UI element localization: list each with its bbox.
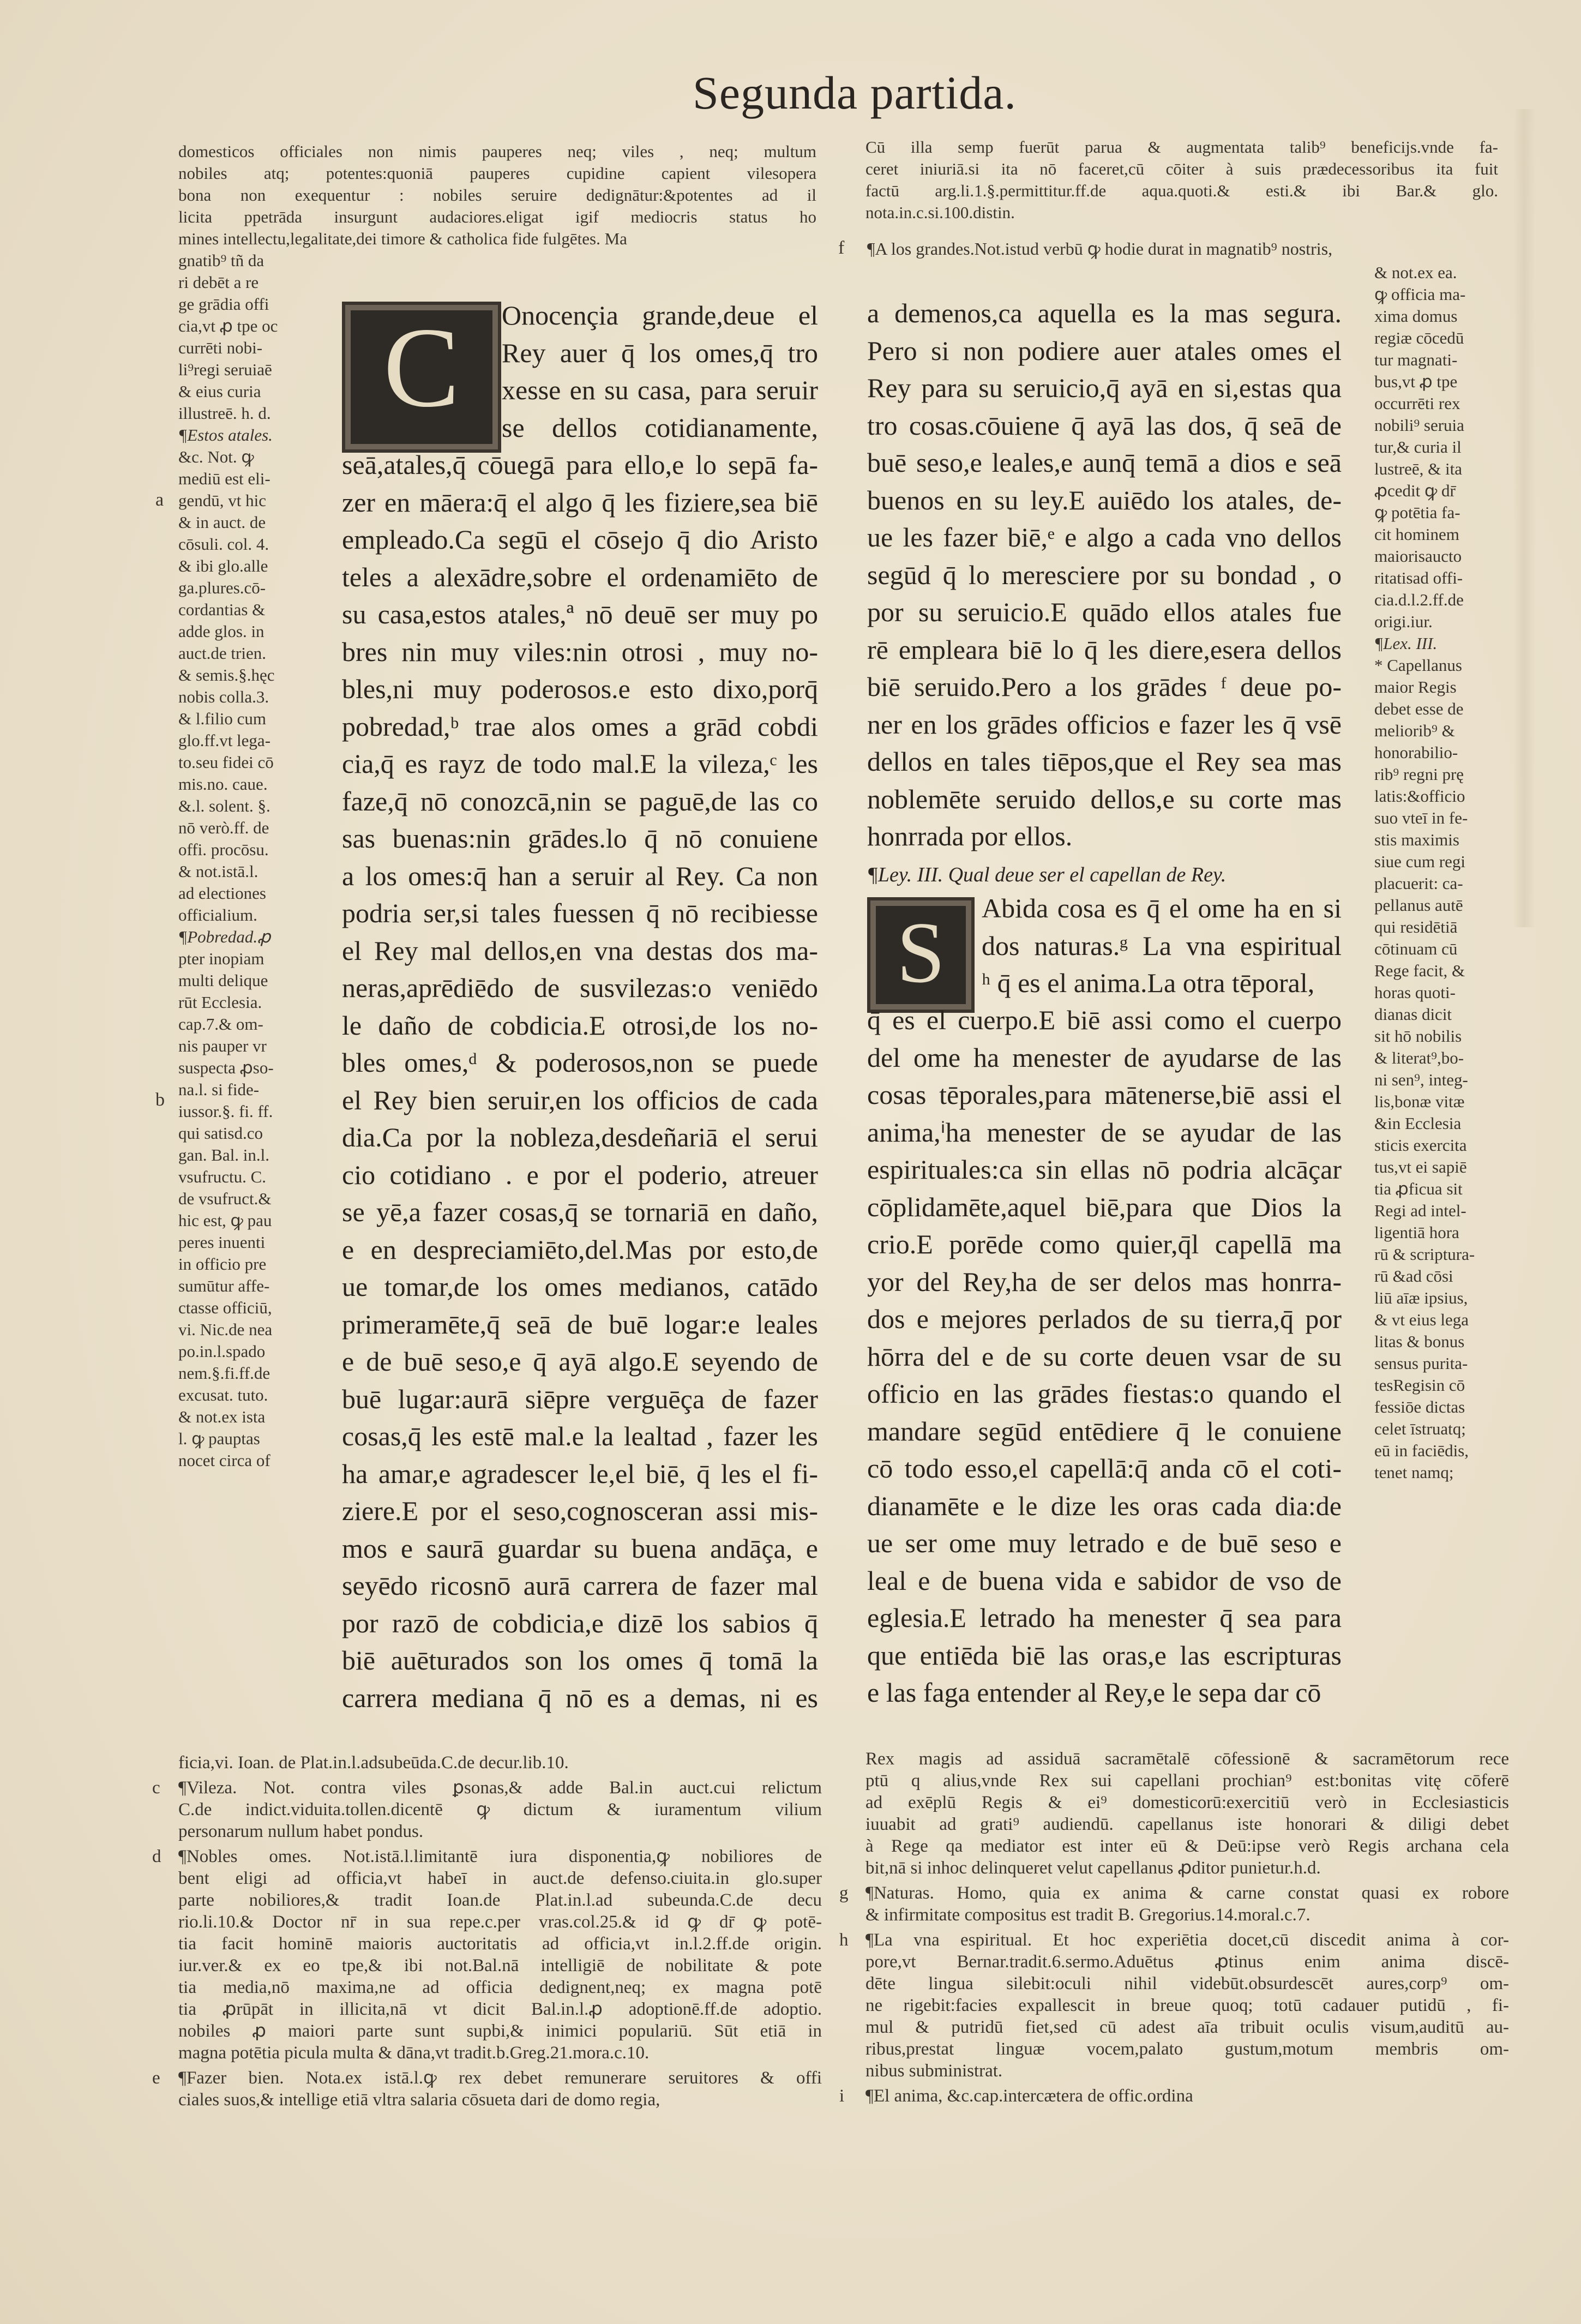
gloss-line: meliorib⁹ & [1374, 721, 1455, 740]
text-line: dia.Ca por la nobleza,desdeñariā el serui [342, 1122, 818, 1152]
gloss-line: sensus purita- [1374, 1354, 1468, 1373]
gloss-line: rū &ad cōsi [1374, 1266, 1453, 1286]
note-line: ¶Vileza. Not. contra viles ꝑsonas,& adde Bal.in auct.cui relictum [178, 1778, 822, 1798]
gloss-line: hic est, ꝙ pau [178, 1211, 272, 1230]
text-line: biē auēturados son los omes q̄ tomā la [342, 1645, 818, 1676]
gloss-line: na.l. si fide- [178, 1080, 260, 1099]
text-line: dos naturas.ᵍ La vna espiritual [982, 930, 1342, 961]
gloss-line: ¶Pobredad.ꝓ [178, 927, 271, 946]
gloss-line: adde glos. in [178, 622, 264, 641]
gloss-line: cōsuli. col. 4. [178, 535, 269, 554]
gloss-line: gnatib⁹ tñ da [178, 251, 264, 270]
gloss-line: sticis exercita [1374, 1136, 1467, 1155]
note-letter: g [839, 1883, 849, 1903]
text-line: tro cosas.cōuiene q̄ ayā las dos, q̄ seā de [867, 410, 1342, 441]
text-line: ue ser ome muy letrado e de buē seso e [867, 1528, 1342, 1558]
gloss-line: bus,vt ꝓ tpe [1374, 372, 1458, 391]
note-line: ¶Nobles omes. Not.istā.l.limitantē iura disponentia,ꝙ nobiliores de [178, 1847, 822, 1866]
decorated-initial-c: C [342, 302, 501, 453]
note-line: bit,nā si inhoc delinqueret velut capellanus ꝓditor punietur.h.d. [865, 1858, 1321, 1878]
note-letter: h [839, 1930, 849, 1950]
text-line: que entiēda biē las oras,e las escripturas [867, 1640, 1342, 1671]
gloss-line: & not.ex ista [178, 1407, 266, 1426]
text-line: cia,q̄ es rayz de todo mal.E la vileza,ᶜ les [342, 748, 818, 779]
text-line: Abida cosa es q̄ el ome ha en si [982, 893, 1342, 923]
running-head: Segunda partida. [693, 67, 1017, 119]
gloss-line: multi delique [178, 971, 268, 990]
note-letter-f: f [838, 238, 845, 258]
note-line: bent eligi ad officia,vt habeī in auct.de defenso.ciuita.in glo.super [178, 1869, 822, 1888]
gloss-line: tur magnati- [1374, 350, 1458, 369]
text-line: por razō de cobdicia,e dizē los sabios q̄ [342, 1607, 818, 1638]
text-line: buē lugar:aurā siēpre verguēça de fazer [342, 1383, 818, 1414]
text-line: ziere.E por el seso,cognosceran assi mis- [342, 1496, 818, 1526]
footnote [839, 1929, 1509, 2082]
note-line: ptū q alius,vnde Rex sui capellani prochian⁹ est:bonitas vitę cōferē [865, 1771, 1509, 1791]
text-line: bles omes,ᵈ & poderosos,non se puede [342, 1047, 818, 1078]
text-line: mandare segūd entēdiere q̄ le conuiene [867, 1415, 1342, 1446]
gloss-line: cia,vt ꝓ tpe oc [178, 316, 278, 335]
gloss-line: & literat⁹,bo- [1374, 1048, 1464, 1067]
text-line: anima,ⁱha menester de se ayudar de las [867, 1116, 1342, 1148]
note-letter: c [152, 1778, 160, 1798]
text-line: xesse en su casa, para seruir [502, 375, 818, 405]
gloss-line: ꝙ potētia fa- [1374, 503, 1460, 522]
text-line: primeramēte,q̄ seā de buē logar:e leales [342, 1308, 818, 1340]
gloss-line: rū & scriptura- [1374, 1245, 1475, 1264]
paper-stain [1513, 109, 1535, 927]
column-2-text-beside-initial [982, 890, 1342, 1002]
note-line: à Rege qa mediator est inter eū & Deū:ipse verò Regis archana cela [865, 1836, 1509, 1856]
gloss-line: xima domus [1374, 307, 1458, 326]
text-line: ner en los grādes officios e fazer les q̄ vsē [867, 708, 1342, 740]
text-line: ue les fazer biē,ᵉ e algo a cada vno dellos [867, 522, 1342, 553]
bottom-right-notes [839, 1748, 1509, 2110]
note-line: ¶Fazer bien. Nota.ex istā.l.ꝙ rex debet remunerare seruitores & offi [178, 2068, 822, 2088]
gloss-line: domesticos officiales non nimis pauperes neq; viles , neq; multum [178, 142, 816, 161]
text-line: buē seso,e leales,e aunq̄ temā a dios e seā [867, 447, 1342, 478]
decorated-initial-s: S [867, 897, 975, 1013]
footnote [178, 1752, 822, 1774]
text-line: bles,ni muy poderosos.e esto dixo,porq̄ [342, 674, 818, 704]
text-line: officio en las grādes fiestas:o quando el [867, 1378, 1342, 1409]
text-line: biē seruido.Pero a los grādes ᶠ deue po- [867, 671, 1342, 702]
gloss-line: ctasse officiū, [178, 1298, 272, 1317]
note-line: C.de indict.viduita.tollen.dicentē ꝙ dictum & iuramentum vilium [178, 1800, 822, 1819]
gloss-line: ligentiā hora [1374, 1223, 1459, 1242]
gloss-line: nis pauper vr [178, 1036, 267, 1055]
gloss-line: cap.7.& om- [178, 1014, 263, 1034]
gloss-line: pellanus autē [1374, 896, 1463, 915]
gloss-line: & semis.§.hęc [178, 665, 275, 684]
gloss-line: bona non exequentur : nobiles seruire dedignātur:&potentes ad il [178, 185, 816, 205]
gloss-line: nobiles atq; potentes:quoniā pauperes cupidine capient vilesopera [178, 164, 816, 183]
gloss-line: cordantias & [178, 600, 266, 619]
text-line: podria ser,si tales fuessen q̄ nō recibiesse [342, 898, 818, 928]
note-line: personarum nullum habet pondus. [178, 1822, 424, 1841]
note-line: Rex magis ad assiduā sacramētalē cōfessionē & sacramētorum rece [865, 1749, 1509, 1769]
note-letter: e [152, 2068, 160, 2088]
text-line: pobredad,ᵇ trae alos omes a grād cobdi [342, 711, 818, 742]
text-line: dellos en tales tiēpos,que el Rey sea mas [867, 746, 1342, 777]
text-line: faze,q̄ nō conozcā,nin se paguē,de las co [342, 785, 818, 816]
gloss-line: ge grādia offi [178, 295, 269, 314]
gloss-line: placuerit: ca- [1374, 874, 1463, 893]
left-gloss-column [178, 250, 323, 1472]
gloss-line: & eius curia [178, 382, 261, 401]
footnote [152, 1846, 822, 2064]
text-line: sas buenas:nin grādes.lo q̄ nō conuiene [342, 823, 818, 854]
text-line: cio cotidiano . e por el poderio, atreuer [342, 1159, 818, 1190]
text-line: cōplidamēte,aquel biē,para que Dios la [867, 1191, 1342, 1222]
text-line: del ome ha menester de ayudarse de las [867, 1042, 1342, 1073]
gloss-line: regiæ cōcedū [1374, 328, 1464, 347]
gloss-line: tus,vt ei sapiē [1374, 1157, 1467, 1176]
gloss-line: & in auct. de [178, 513, 266, 532]
footnote [152, 2067, 822, 2111]
gloss-line: dianas dicit [1374, 1005, 1452, 1024]
text-line: el Rey bien seruir,en los officios de cada [342, 1084, 818, 1115]
gloss-line: qui satisd.co [178, 1124, 263, 1143]
note-line: ¶El anima, &c.cap.intercætera de offic.ordina [865, 2086, 1193, 2106]
text-line: a los omes:q̄ han a seruir al Rey. Ca non [342, 860, 818, 891]
gloss-line: vsufructu. C. [178, 1167, 267, 1186]
gloss-line: maior Regis [1374, 677, 1457, 696]
gloss-line: liū aīæ ipsius, [1374, 1288, 1468, 1307]
note-line: rio.li.10.& Doctor nr̄ in sua repe.c.per vras.col.25.& id ꝙ dr̄ ꝙ potē- [178, 1912, 822, 1932]
text-line: eglesia.E letrado ha menester q̄ sea para [867, 1602, 1342, 1633]
note-letter: i [839, 2086, 845, 2106]
gloss-line: cit hominem [1374, 525, 1459, 544]
note-line: dēte lingua silebit:oculi nihil videbūt.obsurdescēt aures,corp⁹ om- [865, 1974, 1509, 1993]
note-f-line: ¶A los grandes.Not.istud verbū ꝙ hodie durat in magnatib⁹ nostris, [867, 239, 1333, 259]
gloss-line: excusat. tuto. [178, 1385, 268, 1404]
column-2-text-a [867, 295, 1342, 855]
text-line: noblemēte seruido dellos,e su corte mas [867, 783, 1342, 814]
text-line: espirituales:ca sin ellas nō podria alcāçar [867, 1154, 1342, 1185]
gloss-line: factū arg.li.1.§.permittitur.ff.de aqua.quoti.& esti.& ibi Bar.& glo. [865, 181, 1498, 200]
gloss-line: debet esse de [1374, 699, 1464, 718]
text-line: se yē,a fazer cosas,q̄ se tornariā en daño, [342, 1197, 818, 1227]
gloss-line: & l.filio cum [178, 709, 267, 728]
gloss-line: l. ꝙ pauptas [178, 1429, 260, 1448]
text-line: teles a alexādre,sobre el ordenamiēto de [342, 561, 818, 592]
column-2-text-b [867, 1001, 1342, 1712]
gloss-line: ꝙ officia ma- [1374, 285, 1466, 304]
gloss-line: illustreē. h. d. [178, 404, 271, 423]
gloss-line: officialium. [178, 905, 257, 924]
text-line: crio.E porēde como quier,q̄l capellā ma [867, 1229, 1342, 1259]
text-line: ue tomar,de los omes medianos, catādo [342, 1271, 818, 1302]
gloss-line: suspecta ꝓso- [178, 1058, 274, 1077]
text-line: su casa,estos atales,ª nō deuē ser muy po [342, 599, 818, 629]
text-line: se dellos cotidianamente, [502, 412, 818, 443]
right-gloss-column [1374, 262, 1513, 1484]
gloss-line: lustreē, & ita [1374, 459, 1462, 478]
note-line: tia ꝓrūpāt in illicita,nā vt dicit Bal.in.l.ꝓ adoptionē.ff.de adoptio. [178, 1999, 822, 2019]
gloss-line: pter inopiam [178, 949, 264, 968]
gloss-line: ni sen⁹, integ- [1374, 1070, 1468, 1089]
gloss-line: maiorisaucto [1374, 547, 1462, 566]
note-line: ¶La vna espiritual. Et hoc experiētia docet,cū discedit anima à cor- [865, 1930, 1509, 1950]
text-line: le daño de cobdicia.E otrosi,de los no- [342, 1010, 818, 1041]
gloss-line: * Capellanus [1374, 656, 1462, 675]
text-line: neras,aprēdiēdo de susvilezas:o veniēdo [342, 972, 818, 1003]
top-gloss-left [178, 141, 816, 250]
note-line: & infirmitate compositus est tradit B. Gregorius.14.moral.c.7. [865, 1905, 1311, 1925]
gloss-line: nocet circa of [178, 1451, 270, 1470]
law-heading: ¶Ley. III. Qual deue ser el capellan de Rey. [867, 863, 1227, 886]
text-line: Onocençia grande,deue el [502, 300, 818, 331]
text-line: ha amar,e agradescer le,el biē, q̄ les el fi- [342, 1458, 818, 1489]
gloss-line: rib⁹ regni prę [1374, 765, 1464, 784]
gloss-line: currēti nobi- [178, 338, 263, 357]
text-line: hōrra del e de su corte deuen vsar de su [867, 1341, 1342, 1372]
text-line: leal e de buena vida e sabidor de vso de [867, 1565, 1342, 1596]
gloss-line: & not.ex ea. [1374, 263, 1457, 282]
gloss-line: qui residētiā [1374, 917, 1458, 936]
note-letter: d [152, 1847, 161, 1866]
gloss-line: ga.plures.cō- [178, 578, 266, 597]
text-line: zer en māera:q̄ el algo q̄ les fiziere,sea biē [342, 487, 818, 518]
note-line: nibus subministrat. [865, 2061, 1003, 2081]
text-line: segūd q̄ lo meresciere por su bondad , o [867, 559, 1342, 590]
note-line: ¶Naturas. Homo, quia ex anima & carne constat quasi ex robore [865, 1883, 1509, 1903]
gloss-line: rūt Ecclesia. [178, 993, 262, 1012]
note-line: tia media,nō maxima,ne ad officia dedignent,neq; ex magna potē [178, 1978, 822, 1997]
text-line: dos e mejores perlados de su tierra,q̄ por [867, 1304, 1342, 1334]
gloss-line: iussor.§. fi. ff. [178, 1102, 273, 1121]
text-line: empleado.Ca segū el cōsejo q̄ dio Aristo [342, 524, 818, 555]
note-line: pore,vt Bernar.tradit.6.sermo.Aduētus ꝓtinus enim anima discē- [865, 1952, 1509, 1972]
gloss-line: in officio pre [178, 1254, 267, 1274]
text-line: e las faga entender al Rey,e le sepa dar cō [867, 1677, 1321, 1708]
column-1-text [342, 446, 818, 1716]
gloss-line: cia.d.l.2.ff.de [1374, 590, 1464, 609]
note-line: nobiles ꝓ maiori parte sunt supbi,& inimici populariū. Sūt etiā in [178, 2021, 822, 2041]
gloss-line: mediū est eli- [178, 469, 270, 488]
text-line: q̄ es el cuerpo.E biē assi como el cuerpo [867, 1005, 1342, 1035]
gloss-line: glo.ff.vt lega- [178, 731, 271, 750]
gloss-line: &.l. solent. §. [178, 796, 270, 815]
gloss-line: mines intellectu,legalitate,dei timore & catholica fide fulgētes. Ma [178, 229, 627, 248]
gloss-line: Regi ad intel- [1374, 1201, 1466, 1220]
gloss-line: &c. Not. ꝙ [178, 447, 254, 466]
gloss-line: nem.§.fi.ff.de [178, 1364, 270, 1383]
text-line: mos e saurā guardar su buena andāça, e [342, 1533, 818, 1564]
text-line: por su seruicio.E quādo ellos atales fue [867, 597, 1342, 627]
text-line: e en despreciamiēto,del.Mas por esto,de [342, 1234, 818, 1265]
gloss-line: occurrēti rex [1374, 394, 1460, 413]
gloss-line: stis maximis [1374, 830, 1459, 849]
text-line: Pero si non podiere auer atales omes el [867, 335, 1342, 366]
gloss-line: auct.de trien. [178, 644, 266, 663]
gloss-line: tenet namq; [1374, 1463, 1454, 1482]
gloss-line: fessiōe dictas [1374, 1397, 1465, 1416]
gloss-line: honorabilio- [1374, 743, 1458, 762]
gloss-line: &in Ecclesia [1374, 1114, 1462, 1133]
text-line: dianamēte e le dize les oras cada dia:de [867, 1490, 1342, 1521]
text-line: rē empleara biē lo q̄ les diere,esera dellos [867, 634, 1342, 665]
note-line: iuuabit ad grati⁹ audiendū. capellanus iste honorari & diligi debet [865, 1815, 1509, 1834]
gloss-line: sit hō nobilis [1374, 1026, 1462, 1046]
gloss-line: po.in.l.spado [178, 1342, 266, 1361]
text-line: seā,atales,q̄ cōuegā para ello,e lo sepā fa- [342, 449, 818, 480]
text-line: yor del Rey,ha de ser delos mas honrra- [867, 1266, 1342, 1297]
text-line: cosas,q̄ les estē mal.e la lealtad , fazer les [342, 1421, 818, 1451]
bottom-left-notes [152, 1752, 822, 2114]
gloss-line: nō verò.ff. de [178, 818, 269, 837]
note-line: ad exēplū Regis & ei⁹ domesticorū:exercitiū verò in Ecclesiasticis [865, 1793, 1509, 1812]
text-line: cosas tēporales,para mātenerse,biē assi el [867, 1079, 1342, 1110]
gloss-line: ritatisad offi- [1374, 568, 1463, 587]
gloss-line: nobis colla.3. [178, 687, 269, 706]
text-line: ʰ q̄ es el anima.La otra tēporal, [982, 968, 1315, 998]
gloss-line: horas quoti- [1374, 983, 1456, 1002]
gloss-line: lis,bonæ vitæ [1374, 1092, 1465, 1111]
gloss-line: latis:&officio [1374, 786, 1465, 806]
text-line: buenos en su ley.E auiēdo los atales, de- [867, 484, 1342, 515]
gloss-line: nobili⁹ seruia [1374, 416, 1464, 435]
gloss-line: celet īstruatq; [1374, 1419, 1466, 1438]
gloss-line: peres inuenti [178, 1233, 266, 1252]
gloss-line: cōtinuam cū [1374, 939, 1458, 958]
gloss-line: ¶Lex. III. [1374, 634, 1438, 653]
text-line: seyēdo ricosnō aurā carrera de fazer mal [342, 1570, 818, 1601]
footnote [152, 1777, 822, 1842]
note-line: mul & putridū fiet,sed cū adest aīa tribuit oculis visum,auditū au- [865, 2017, 1509, 2037]
note-line: parte nobiliores,& tradit Ioan.de Plat.in.l.ad subeunda.C.de decu [178, 1890, 822, 1910]
text-line: bres nin muy viles:nin otrosi , muy no- [342, 636, 818, 667]
text-line: el Rey mal dellos,en vna destas dos ma- [342, 935, 818, 966]
gloss-line: Rege facit, & [1374, 961, 1465, 980]
gloss-line: & not.istā.l. [178, 862, 259, 881]
text-line: carrera mediana q̄ nō es a demas, ni es [342, 1682, 818, 1713]
text-line: cō todo esso,el capellā:q̄ anda cō el coti- [867, 1453, 1342, 1484]
footnote [839, 1882, 1509, 1926]
note-line: magna potētia picula multa & dāna,vt tradit.b.Greg.21.mora.c.10. [178, 2043, 650, 2063]
gloss-line: mis.no. caue. [178, 774, 268, 794]
note-line: ne rigebit:facies expallescit in breue quoq; totū cadauer putidū , fi- [865, 1996, 1509, 2015]
note-line: iur.ver.& ex eo tpe,& ibi not.Bal.nā intelligiē de nobilitate & pote [178, 1956, 822, 1975]
note-line: tia facit hominē maioris auctoritatis ad officia,vt in.l.2.ff.de origin. [178, 1934, 822, 1954]
gloss-line: tur,& curia il [1374, 437, 1462, 457]
footnote [839, 2085, 1509, 2107]
gloss-line: to.seu fidei cō [178, 753, 274, 772]
gloss-line: licita ppetrāda insurgunt audaciores.eligat igif mediocris status ho [178, 207, 816, 226]
gloss-line: offi. procōsu. [178, 840, 269, 859]
gloss-line: ad electiones [178, 884, 266, 903]
footnote [865, 1748, 1509, 1879]
gloss-line: li⁹regi seruiaē [178, 360, 272, 379]
text-line: a demenos,ca aquella es la mas segura. [867, 298, 1342, 328]
note-letter-b: b [155, 1090, 165, 1110]
gloss-line: gendū, vt hic [178, 491, 266, 510]
text-line: Rey para su seruicio,q̄ ayā en si,estas qua [867, 373, 1342, 403]
gloss-line: ceret iniuriā.si ita nō faceret,cū cōiter à suis prædecessoribus ita fuit [865, 159, 1498, 178]
gloss-line: origi.iur. [1374, 612, 1433, 631]
text-line: Rey auer q̄ los omes,q̄ tro [502, 337, 818, 368]
gloss-line: eū in faciēdis, [1374, 1441, 1469, 1460]
gloss-line: ri debēt a re [178, 273, 259, 292]
gloss-line: de vsufruct.& [178, 1189, 272, 1208]
note-line: ficia,vi. Ioan. de Plat.in.l.adsubeūda.C.de decur.lib.10. [178, 1753, 569, 1773]
gloss-line: litas & bonus [1374, 1332, 1465, 1351]
text-line: e de buē seso,e q̄ ayā algo.E seyendo de [342, 1346, 818, 1377]
note-letter-a: a [155, 490, 164, 510]
gloss-line: siue cum regi [1374, 852, 1466, 871]
text-line: honrrada por ellos. [867, 821, 1073, 851]
gloss-line: ꝓcedit ꝙ dr̄ [1374, 481, 1456, 500]
note-line: ciales suos,& intellige etiā vltra salaria cōsueta dari de domo regia, [178, 2090, 660, 2110]
gloss-line: gan. Bal. in.l. [178, 1145, 270, 1164]
gloss-line: suo vteī in fe- [1374, 808, 1468, 827]
column-1-text-beside-initial [502, 297, 818, 446]
note-line: ribus,prestat linguæ vocem,palato gustum,motum membris om- [865, 2039, 1509, 2059]
gloss-line: tia ꝓficua sit [1374, 1179, 1463, 1198]
gloss-line: ¶Estos atales. [178, 425, 273, 445]
gloss-line: vi. Nic.de nea [178, 1320, 273, 1339]
gloss-line: sumūtur affe- [178, 1276, 270, 1295]
gloss-line: tesRegisin cō [1374, 1376, 1465, 1395]
gloss-line: Cū illa semp fuerūt parua & augmentata talib⁹ beneficijs.vnde fa- [865, 137, 1498, 157]
gloss-line: & ibi glo.alle [178, 556, 268, 575]
gloss-line: nota.in.c.si.100.distin. [865, 203, 1015, 222]
gloss-line: & vt eius lega [1374, 1310, 1469, 1329]
top-gloss-right [865, 136, 1498, 224]
